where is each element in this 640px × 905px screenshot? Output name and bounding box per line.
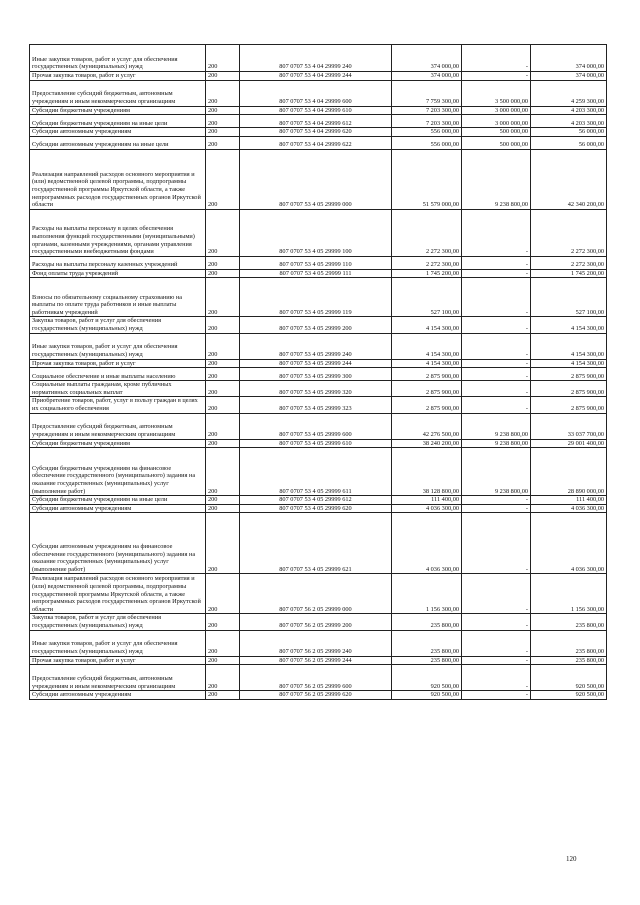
row-approved: 4 036 300,00 — [392, 504, 462, 513]
row-approved: 38 128 800,00 — [392, 448, 462, 496]
row-unexecuted: 33 037 700,00 — [531, 413, 607, 439]
row-line-code: 200 — [206, 614, 240, 630]
row-name: Субсидии автономным учреждениям на финансовое обеспечение государственного (муниципального) задания на оказание государственных (муниципальных) услуг (выполнение работ) — [30, 513, 206, 574]
row-unexecuted: 2 875 900,00 — [531, 381, 607, 397]
table-row — [30, 574, 607, 614]
row-unexecuted: 920 500,00 — [531, 691, 607, 700]
row-approved: 51 579 000,00 — [392, 149, 462, 209]
row-name: Субсидии бюджетным учреждениям — [30, 439, 206, 448]
row-name: Взносы по обязательному социальному страхованию на выплаты по оплате труда работников и иные выплаты работникам учреждений — [30, 278, 206, 317]
row-executed: 3 500 000,00 — [462, 80, 531, 106]
row-executed: 3 000 000,00 — [462, 115, 531, 128]
row-unexecuted: 56 000,00 — [531, 128, 607, 137]
row-executed: - — [462, 630, 531, 656]
row-name: Субсидии автономным учреждениям на иные цели — [30, 136, 206, 149]
table-row — [30, 513, 607, 574]
row-name: Субсидии автономным учреждениям — [30, 691, 206, 700]
table-row — [30, 691, 607, 700]
row-name: Прочая закупка товаров, работ и услуг — [30, 359, 206, 368]
row-line-code: 200 — [206, 496, 240, 505]
row-line-code: 200 — [206, 80, 240, 106]
table-row — [30, 128, 607, 137]
row-budget-code: 807 0707 53 4 05 29999 620 — [240, 504, 392, 513]
row-executed: - — [462, 72, 531, 81]
row-unexecuted: 29 001 400,00 — [531, 439, 607, 448]
table-row — [30, 278, 607, 317]
row-executed: - — [462, 513, 531, 574]
row-executed: 9 238 800,00 — [462, 413, 531, 439]
row-executed: - — [462, 256, 531, 269]
row-line-code: 200 — [206, 413, 240, 439]
row-unexecuted: 56 000,00 — [531, 136, 607, 149]
table-row — [30, 665, 607, 691]
row-unexecuted: 2 875 900,00 — [531, 368, 607, 381]
row-name: Иные закупки товаров, работ и услуг для обеспечения государственных (муниципальных) нужд — [30, 333, 206, 359]
row-budget-code: 807 0707 53 4 05 29999 200 — [240, 317, 392, 333]
row-budget-code: 807 0707 53 4 05 29999 323 — [240, 397, 392, 413]
row-approved: 235 800,00 — [392, 630, 462, 656]
table-row — [30, 149, 607, 209]
row-executed: 3 000 000,00 — [462, 106, 531, 115]
row-line-code: 200 — [206, 448, 240, 496]
row-budget-code: 807 0707 53 4 05 29999 320 — [240, 381, 392, 397]
row-approved: 7 759 300,00 — [392, 80, 462, 106]
row-unexecuted: 4 036 300,00 — [531, 513, 607, 574]
row-budget-code: 807 0707 53 4 05 29999 240 — [240, 333, 392, 359]
row-executed: - — [462, 317, 531, 333]
row-budget-code: 807 0707 53 4 04 29999 600 — [240, 80, 392, 106]
row-approved: 374 000,00 — [392, 45, 462, 72]
row-line-code: 200 — [206, 368, 240, 381]
table-row — [30, 448, 607, 496]
row-executed: - — [462, 665, 531, 691]
row-approved: 2 272 300,00 — [392, 256, 462, 269]
row-line-code: 200 — [206, 209, 240, 256]
row-line-code: 200 — [206, 574, 240, 614]
row-approved: 1 745 200,00 — [392, 269, 462, 278]
row-line-code: 200 — [206, 72, 240, 81]
row-budget-code: 807 0707 53 4 05 29999 300 — [240, 368, 392, 381]
row-name: Прочая закупка товаров, работ и услуг — [30, 656, 206, 665]
row-approved: 4 154 300,00 — [392, 317, 462, 333]
row-approved: 556 000,00 — [392, 128, 462, 137]
row-approved: 2 875 900,00 — [392, 381, 462, 397]
row-executed: - — [462, 691, 531, 700]
row-name: Закупка товаров, работ и услуг для обеспечения государственных (муниципальных) нужд — [30, 317, 206, 333]
row-line-code: 200 — [206, 269, 240, 278]
row-line-code: 200 — [206, 359, 240, 368]
row-budget-code: 807 0707 53 4 05 29999 244 — [240, 359, 392, 368]
row-approved: 235 800,00 — [392, 614, 462, 630]
row-approved: 38 240 200,00 — [392, 439, 462, 448]
row-line-code: 200 — [206, 317, 240, 333]
row-name: Расходы на выплаты персоналу в целях обеспечения выполнения функций государственными (муниципальными) органами, казенными учреждениями, органами управления государственными внебюджетными фондами — [30, 209, 206, 256]
row-line-code: 200 — [206, 115, 240, 128]
row-line-code: 200 — [206, 136, 240, 149]
row-approved: 7 203 300,00 — [392, 115, 462, 128]
row-budget-code: 807 0707 56 2 05 29999 000 — [240, 574, 392, 614]
row-budget-code: 807 0707 53 4 04 29999 622 — [240, 136, 392, 149]
row-name: Социальное обеспечение и иные выплаты населению — [30, 368, 206, 381]
row-line-code: 200 — [206, 691, 240, 700]
row-approved: 2 272 300,00 — [392, 209, 462, 256]
row-line-code: 200 — [206, 128, 240, 137]
row-name: Приобретение товаров, работ, услуг в пользу граждан в целях их социального обеспечения — [30, 397, 206, 413]
row-executed: - — [462, 656, 531, 665]
row-name: Закупка товаров, работ и услуг для обеспечения государственных (муниципальных) нужд — [30, 614, 206, 630]
row-name: Расходы на выплаты персоналу казенных учреждений — [30, 256, 206, 269]
table-row — [30, 504, 607, 513]
row-unexecuted: 28 890 000,00 — [531, 448, 607, 496]
row-approved: 2 875 900,00 — [392, 397, 462, 413]
row-line-code: 200 — [206, 45, 240, 72]
row-name: Субсидии бюджетным учреждениям на иные цели — [30, 115, 206, 128]
table-row — [30, 359, 607, 368]
row-line-code: 200 — [206, 333, 240, 359]
table-row — [30, 496, 607, 505]
row-line-code: 200 — [206, 656, 240, 665]
row-approved: 2 875 900,00 — [392, 368, 462, 381]
page-number: 120 — [566, 855, 577, 863]
row-unexecuted: 4 203 300,00 — [531, 115, 607, 128]
row-unexecuted: 2 272 300,00 — [531, 209, 607, 256]
row-name: Реализация направлений расходов основного мероприятия и (или) ведомственной целевой программы, подпрограммы государственной программы Иркутской области, а также непрограммных расходов государственных органов Иркутской области — [30, 149, 206, 209]
row-budget-code: 807 0707 53 4 04 29999 612 — [240, 115, 392, 128]
row-approved: 111 400,00 — [392, 496, 462, 505]
row-unexecuted: 1 745 200,00 — [531, 269, 607, 278]
row-unexecuted: 42 340 200,00 — [531, 149, 607, 209]
row-name: Субсидии автономным учреждениям — [30, 504, 206, 513]
row-approved: 527 100,00 — [392, 278, 462, 317]
row-executed: - — [462, 278, 531, 317]
table-row — [30, 317, 607, 333]
row-executed: - — [462, 397, 531, 413]
row-budget-code: 807 0707 56 2 05 29999 600 — [240, 665, 392, 691]
row-unexecuted: 4 154 300,00 — [531, 359, 607, 368]
row-name: Иные закупки товаров, работ и услуг для обеспечения государственных (муниципальных) нужд — [30, 45, 206, 72]
row-name: Реализация направлений расходов основного мероприятия и (или) ведомственной целевой программы, подпрограммы государственной программы Иркутской области, а также непрограммных расходов государственных органов Иркутской области — [30, 574, 206, 614]
row-line-code: 200 — [206, 665, 240, 691]
budget-execution-table — [29, 44, 607, 700]
table-row — [30, 630, 607, 656]
table-row — [30, 256, 607, 269]
row-executed: 9 238 800,00 — [462, 439, 531, 448]
row-name: Социальные выплаты гражданам, кроме публичных нормативных социальных выплат — [30, 381, 206, 397]
row-executed: 9 238 800,00 — [462, 448, 531, 496]
row-unexecuted: 4 259 300,00 — [531, 80, 607, 106]
row-unexecuted: 2 272 300,00 — [531, 256, 607, 269]
row-line-code: 200 — [206, 439, 240, 448]
row-budget-code: 807 0707 53 4 04 29999 610 — [240, 106, 392, 115]
row-budget-code: 807 0707 53 4 05 29999 100 — [240, 209, 392, 256]
row-executed: 500 000,00 — [462, 136, 531, 149]
row-unexecuted: 235 800,00 — [531, 614, 607, 630]
row-approved: 4 154 300,00 — [392, 359, 462, 368]
row-approved: 42 276 500,00 — [392, 413, 462, 439]
row-executed: - — [462, 333, 531, 359]
table-row — [30, 368, 607, 381]
row-approved: 920 500,00 — [392, 691, 462, 700]
table-body — [30, 45, 607, 700]
row-executed: - — [462, 381, 531, 397]
row-executed: - — [462, 269, 531, 278]
row-budget-code: 807 0707 53 4 05 29999 612 — [240, 496, 392, 505]
row-budget-code: 807 0707 53 4 04 29999 244 — [240, 72, 392, 81]
table-row — [30, 333, 607, 359]
row-executed: - — [462, 45, 531, 72]
table-row — [30, 269, 607, 278]
row-unexecuted: 1 156 300,00 — [531, 574, 607, 614]
row-executed: - — [462, 504, 531, 513]
row-approved: 1 156 300,00 — [392, 574, 462, 614]
row-executed: - — [462, 614, 531, 630]
row-unexecuted: 4 154 300,00 — [531, 317, 607, 333]
row-line-code: 200 — [206, 149, 240, 209]
row-budget-code: 807 0707 53 4 05 29999 119 — [240, 278, 392, 317]
row-budget-code: 807 0707 56 2 05 29999 200 — [240, 614, 392, 630]
row-executed: - — [462, 359, 531, 368]
table-row — [30, 397, 607, 413]
row-line-code: 200 — [206, 504, 240, 513]
row-budget-code: 807 0707 53 4 05 29999 610 — [240, 439, 392, 448]
row-name: Субсидии бюджетным учреждениям на финансовое обеспечение государственного (муниципального) задания на оказание государственных (муниципальных) услуг (выполнение работ) — [30, 448, 206, 496]
row-name: Фонд оплаты труда учреждений — [30, 269, 206, 278]
row-budget-code: 807 0707 53 4 05 29999 111 — [240, 269, 392, 278]
row-budget-code: 807 0707 53 4 05 29999 600 — [240, 413, 392, 439]
row-unexecuted: 235 800,00 — [531, 656, 607, 665]
row-name: Иные закупки товаров, работ и услуг для обеспечения государственных (муниципальных) нужд — [30, 630, 206, 656]
row-executed: 500 000,00 — [462, 128, 531, 137]
row-unexecuted: 235 800,00 — [531, 630, 607, 656]
table-row — [30, 80, 607, 106]
row-approved: 7 203 300,00 — [392, 106, 462, 115]
table-row — [30, 614, 607, 630]
row-budget-code: 807 0707 56 2 05 29999 244 — [240, 656, 392, 665]
row-approved: 920 500,00 — [392, 665, 462, 691]
row-budget-code: 807 0707 56 2 05 29999 620 — [240, 691, 392, 700]
row-executed: - — [462, 496, 531, 505]
row-approved: 374 000,00 — [392, 72, 462, 81]
row-executed: - — [462, 209, 531, 256]
table-row — [30, 45, 607, 72]
row-approved: 235 800,00 — [392, 656, 462, 665]
row-approved: 4 154 300,00 — [392, 333, 462, 359]
row-unexecuted: 4 203 300,00 — [531, 106, 607, 115]
table-row — [30, 381, 607, 397]
row-name: Субсидии бюджетным учреждениям на иные цели — [30, 496, 206, 505]
row-budget-code: 807 0707 53 4 05 29999 611 — [240, 448, 392, 496]
row-budget-code: 807 0707 56 2 05 29999 240 — [240, 630, 392, 656]
table-row — [30, 72, 607, 81]
row-budget-code: 807 0707 53 4 04 29999 240 — [240, 45, 392, 72]
row-unexecuted: 920 500,00 — [531, 665, 607, 691]
row-name: Прочая закупка товаров, работ и услуг — [30, 72, 206, 81]
row-line-code: 200 — [206, 630, 240, 656]
table-row — [30, 209, 607, 256]
row-approved: 556 000,00 — [392, 136, 462, 149]
row-line-code: 200 — [206, 381, 240, 397]
row-budget-code: 807 0707 53 4 04 29999 620 — [240, 128, 392, 137]
row-name: Субсидии бюджетным учреждениям — [30, 106, 206, 115]
row-line-code: 200 — [206, 106, 240, 115]
table-row — [30, 106, 607, 115]
row-unexecuted: 4 036 300,00 — [531, 504, 607, 513]
row-unexecuted: 111 400,00 — [531, 496, 607, 505]
row-line-code: 200 — [206, 256, 240, 269]
row-budget-code: 807 0707 53 4 05 29999 110 — [240, 256, 392, 269]
row-budget-code: 807 0707 53 4 05 29999 000 — [240, 149, 392, 209]
row-name: Субсидии автономным учреждениям — [30, 128, 206, 137]
row-executed: - — [462, 368, 531, 381]
row-line-code: 200 — [206, 397, 240, 413]
table-row — [30, 439, 607, 448]
row-approved: 4 036 300,00 — [392, 513, 462, 574]
row-unexecuted: 4 154 300,00 — [531, 333, 607, 359]
row-executed: 9 238 800,00 — [462, 149, 531, 209]
row-name: Предоставление субсидий бюджетным, автономным учреждениям и иным некоммерческим организациям — [30, 80, 206, 106]
row-line-code: 200 — [206, 513, 240, 574]
table-row — [30, 115, 607, 128]
row-name: Предоставление субсидий бюджетным, автономным учреждениям и иным некоммерческим организациям — [30, 413, 206, 439]
row-unexecuted: 2 875 900,00 — [531, 397, 607, 413]
row-name: Предоставление субсидий бюджетным, автономным учреждениям и иным некоммерческим организациям — [30, 665, 206, 691]
row-unexecuted: 374 000,00 — [531, 72, 607, 81]
table-row — [30, 136, 607, 149]
table-row — [30, 656, 607, 665]
table-row — [30, 413, 607, 439]
row-unexecuted: 374 000,00 — [531, 45, 607, 72]
row-line-code: 200 — [206, 278, 240, 317]
row-executed: - — [462, 574, 531, 614]
row-budget-code: 807 0707 53 4 05 29999 621 — [240, 513, 392, 574]
row-unexecuted: 527 100,00 — [531, 278, 607, 317]
